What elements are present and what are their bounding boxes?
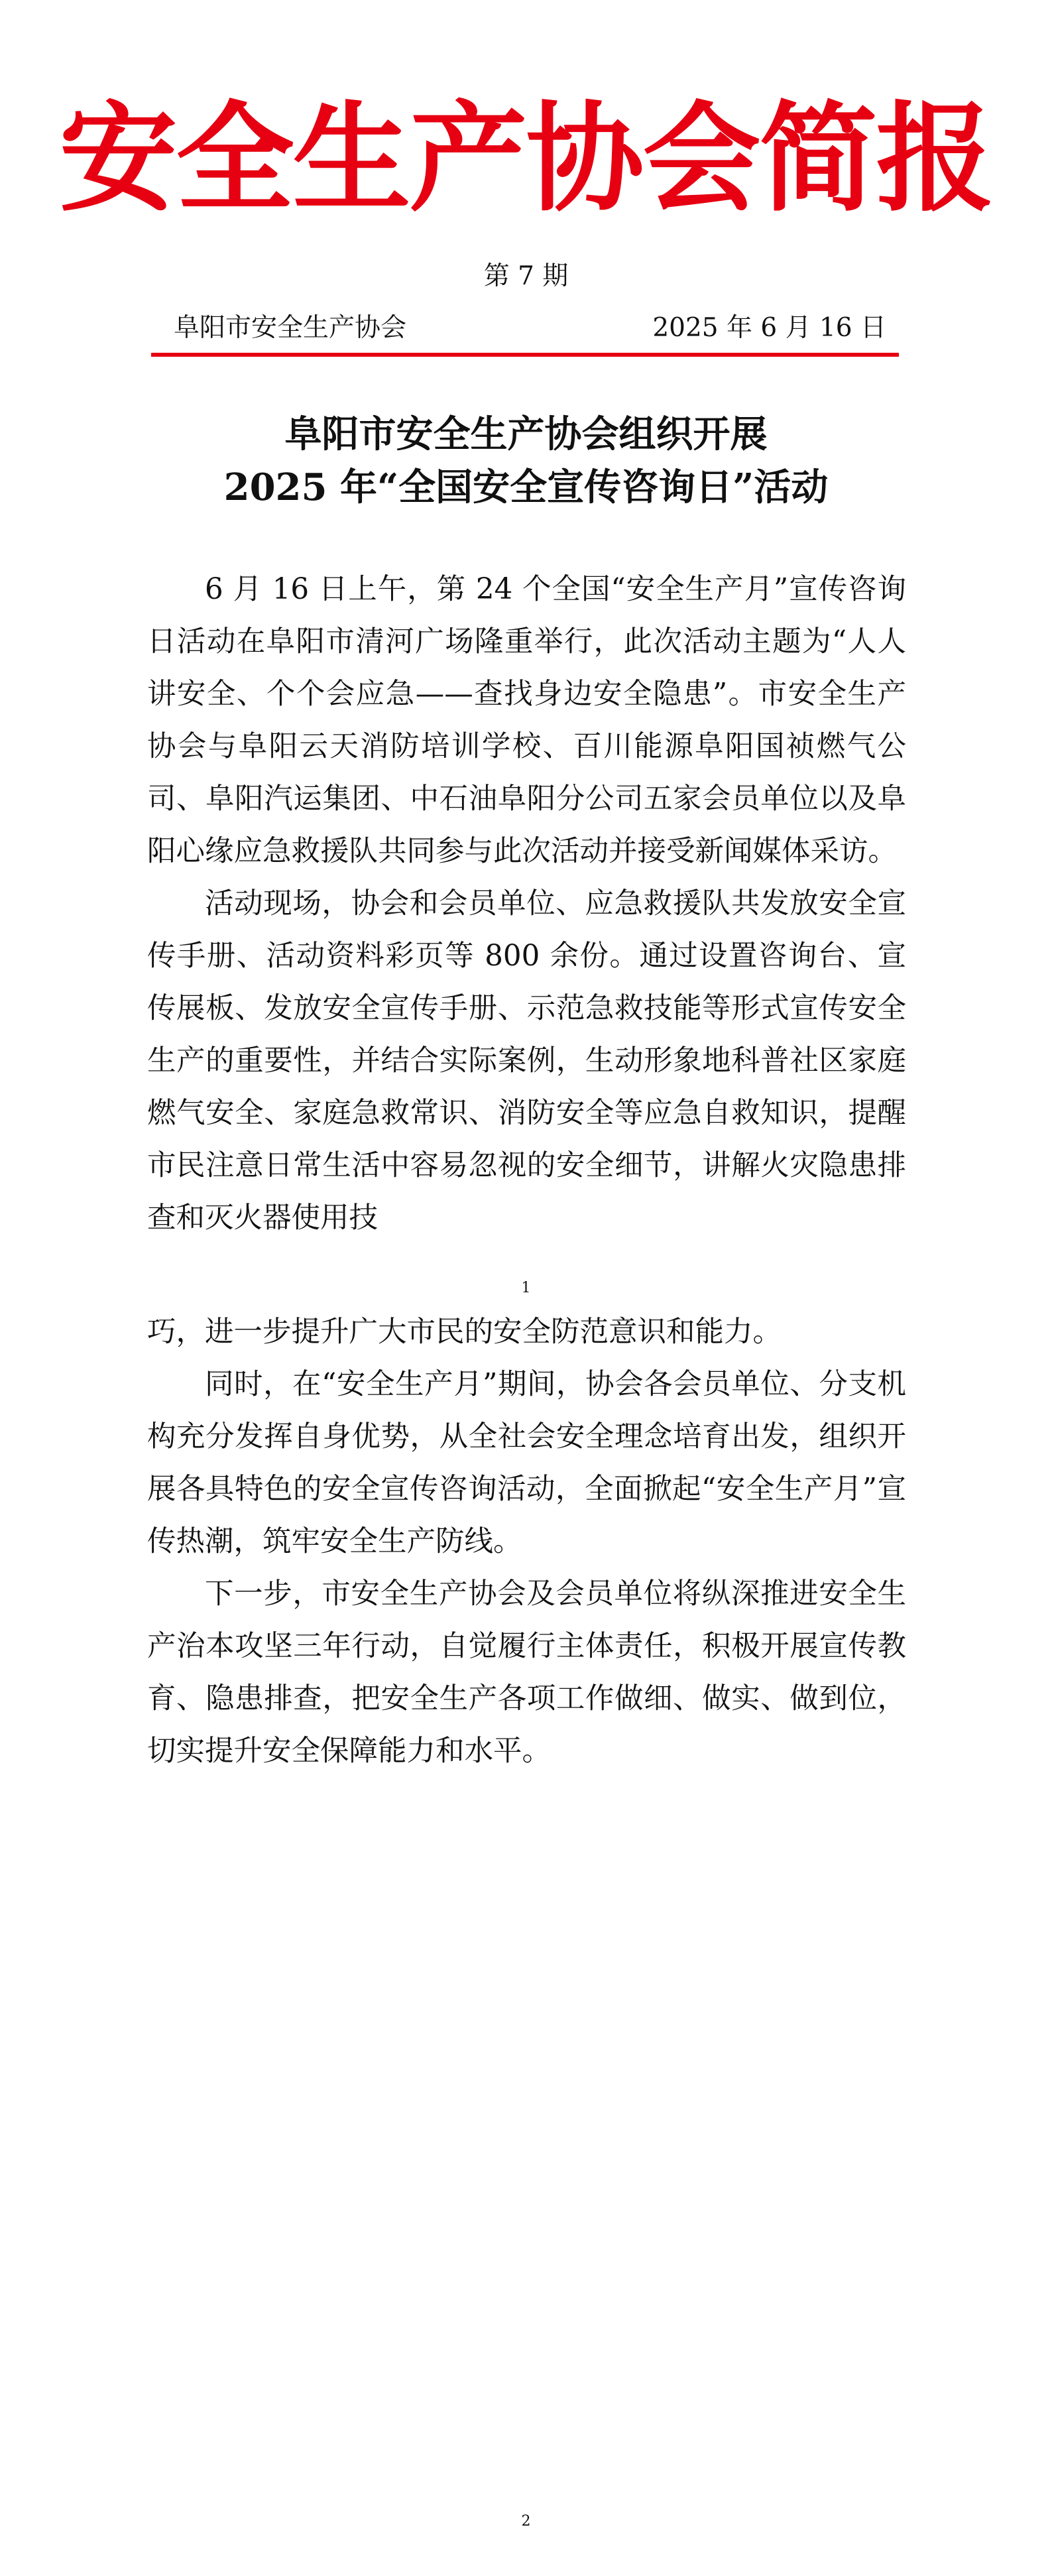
page-2-body <box>147 1306 906 1778</box>
masthead-title: 安全生产协会简报 <box>59 90 993 227</box>
paragraph: 同时，在“安全生产月”期间，协会各会员单位、分支机构充分发挥自身优势，从全社会安全理念培育出发，组织开展各具特色的安全宣传咨询活动，全面掀起“安全生产月”宣传热潮，筑牢安全生产防线。 <box>147 1368 906 1558</box>
page-number: 2 <box>521 2513 531 2530</box>
article-title-line-1: 阜阳市安全生产协会组织开展 <box>284 412 768 456</box>
issue-date: 2025 年 6 月 16 日 <box>652 313 886 343</box>
paragraph: 6 月 16 日上午，第 24 个全国“安全生产月”宣传咨询日活动在阜阳市清河广场隆重举行，此次活动主题为“人人讲安全、个个会应急——查找身边安全隐患”。市安全生产协会与阜阳云天消防培训学校、百川能源阜阳国祯燃气公司、阜阳汽运集团、中石油阜阳分公司五家会员单位以及阜阳心缘应急救援队共同参与此次活动并接受新闻媒体采访。 <box>147 573 906 868</box>
article-title-line-2: 2025 年“全国安全宣传咨询日”活动 <box>223 465 829 509</box>
paragraph: 下一步，市安全生产协会及会员单位将纵深推进安全生产治本攻坚三年行动，自觉履行主体责任，积极开展宣传教育、隐患排查，把安全生产各项工作做细、做实、做到位，切实提升安全保障能力和水平。 <box>147 1577 906 1768</box>
issue-number: 第 7 期 <box>483 261 569 291</box>
paragraph: 活动现场，协会和会员单位、应急救援队共发放安全宣传手册、活动资料彩页等 800 余份。通过设置咨询台、宣传展板、发放安全宣传手册、示范急救技能等形式宣传安全生产的重要性，并结合实际案例，生动形象地科普社区家庭燃气安全、家庭急救常识、消防安全等应急自救知识，提醒市民注意日常生活中容易忽视的安全细节，讲解火灾隐患排查和灭火器使用技 <box>147 887 906 1235</box>
page-number: 1 <box>521 1280 531 1296</box>
issuing-organization: 阜阳市安全生产协会 <box>174 313 407 343</box>
page-1-body <box>147 564 906 1245</box>
paragraph-continuation: 巧，进一步提升广大市民的安全防范意识和能力。 <box>147 1316 782 1349</box>
red-divider <box>151 353 899 357</box>
